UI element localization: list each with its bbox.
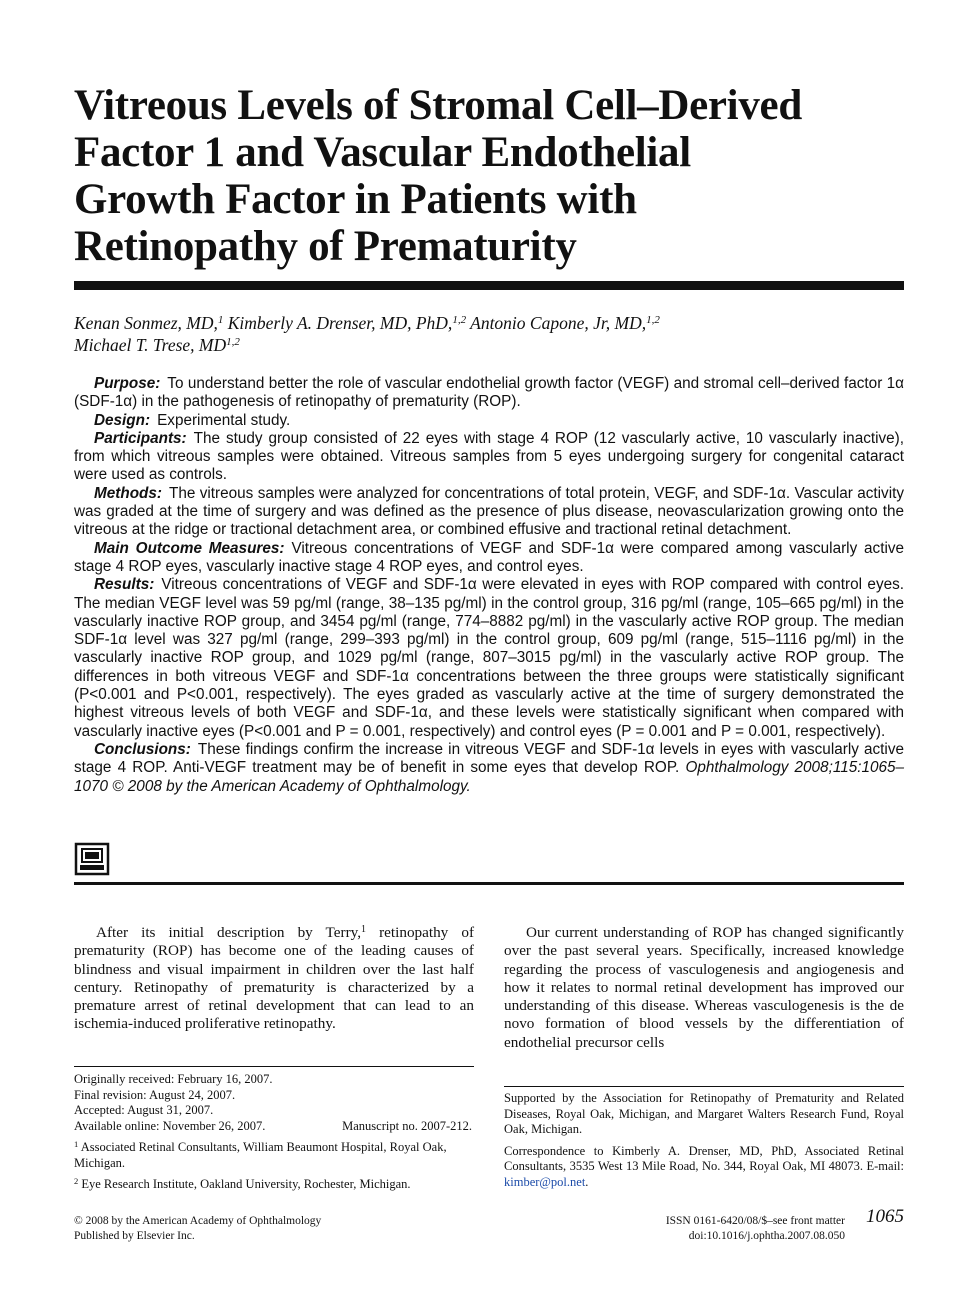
- body-text: retinopathy of prematurity (ROP) has become one of the leading causes of blindness and visual impairment in children over the last half century. Retinopathy of prematurity is characterized by a premature arrest of retinal development that can lead to an ischemia-induced proliferative retinopathy.: [74, 924, 474, 1033]
- abstract-label: Purpose:: [94, 375, 161, 392]
- author-name: Antonio Capone, Jr, MD,: [470, 313, 647, 333]
- received-date: Originally received: February 16, 2007.: [74, 1072, 273, 1086]
- title-divider: [74, 281, 904, 290]
- publisher-line: Published by Elsevier Inc.: [74, 1230, 195, 1242]
- body-column-right: [504, 924, 904, 1052]
- title-line: Factor 1 and Vascular Endothelial: [74, 129, 691, 176]
- footnotes-dates-affiliations: [74, 1072, 474, 1193]
- email-link[interactable]: kimber@pol.net: [504, 1174, 586, 1189]
- footnote-divider: [504, 1086, 904, 1087]
- footnotes-support-correspondence: [504, 1091, 904, 1190]
- author-line: [74, 312, 904, 334]
- footnote-divider: [74, 1066, 474, 1067]
- correspondence-note: [504, 1144, 904, 1191]
- online-date: Available online: November 26, 2007.: [74, 1118, 266, 1133]
- abstract-text: Vitreous concentrations of VEGF and SDF-1α were elevated in eyes with ROP compared with control eyes. The median VEGF level was 59 pg/ml (range, 38–135 pg/ml) in the control group, 316 pg/ml (range, 105–665 pg/ml) in the vascularly inactive ROP group, and 3454 pg/ml (range, 774–8882 pg/ml) in the vascularly active ROP group. The median SDF-1α level was 327 pg/ml (range, 299–393 pg/ml) in the control group, 609 pg/ml (range, 515–1116 pg/ml) in the vascularly inactive ROP group, and 1029 pg/ml (range, 807–3015 pg/ml) in the vascularly active ROP group. The differences in both vitreous VEGF and SDF-1α concentrations between the three groups were statistically significant (P<0.001 and P<0.001, respectively). The eyes graded as vascularly active at the time of surgery demonstrated the highest vitreous levels of both VEGF and SDF-1α, and these levels were statistically significant when compared with vascularly inactive eyes (P<0.001 and P = 0.001, respectively) and control eyes (P = 0.001 and P = 0.001, respectively).: [74, 576, 904, 740]
- abstract-text: To understand better the role of vascular endothelial growth factor (VEGF) and stromal cell–derived factor 1α (SDF-1α) in the pathogenesis of retinopathy of prematurity (ROP).: [74, 375, 904, 411]
- correspondence-text: Correspondence to Kimberly A. Drenser, MD, PhD, Associated Retinal Consultants, 3535 West 13 Mile Road, No. 344, Royal Oak, MI 48073. E-mail:: [504, 1143, 904, 1173]
- article-title: [74, 82, 874, 270]
- author-affiliation: 1,2: [646, 314, 660, 326]
- affiliation-2: [74, 1177, 474, 1193]
- body-paragraph: [74, 924, 474, 1034]
- abstract-label: Methods:: [94, 484, 162, 502]
- manuscript-number: Manuscript no. 2007-212.: [342, 1118, 472, 1133]
- author-affiliation: 1: [217, 314, 224, 326]
- online-manuscript-row: [74, 1119, 474, 1135]
- body-paragraph: Our current understanding of ROP has changed significantly over the past several years. Specifically, increased knowledge regarding the process of vasculogenesis and angiogenesis and how it relates to normal retinal development has improved our understanding of this disease. Whereas vasculogenesis is the de novo formation of blood vessels by the differentiation of endothelial precursor cells: [504, 924, 904, 1051]
- abstract-citation: Ophthalmology 2008;115:1065–1070 © 2008 by the American Academy of Ophthalmology.: [74, 759, 904, 795]
- affiliation-1: [74, 1140, 474, 1171]
- abstract-text: Experimental study.: [157, 411, 291, 429]
- affiliation-marker: 1: [74, 1139, 79, 1149]
- abstract-label: Conclusions:: [94, 740, 191, 758]
- abstract-purpose: [74, 375, 904, 412]
- author-list: [74, 312, 904, 356]
- abstract-label: Results:: [94, 576, 155, 594]
- abstract-text: These findings confirm the increase in vitreous VEGF and SDF-1α levels in eyes with vascularly active stage 4 ROP. Anti-VEGF treatment may be of benefit in some eyes that develop ROP.: [74, 740, 904, 777]
- correspondence-end: .: [585, 1174, 589, 1189]
- affiliation-text: Associated Retinal Consultants, William Beaumont Hospital, Royal Oak, Michigan.: [74, 1140, 447, 1170]
- author-name: Michael T. Trese, MD: [74, 335, 227, 355]
- affiliation-text: Eye Research Institute, Oakland University, Rochester, Michigan.: [81, 1177, 411, 1191]
- revision-date: Final revision: August 24, 2007.: [74, 1087, 236, 1102]
- abstract-main-outcome: [74, 540, 904, 577]
- issn-line: ISSN 0161-6420/08/$–see front matter: [665, 1215, 845, 1227]
- abstract-results: [74, 576, 904, 741]
- abstract-text: Vitreous concentrations of VEGF and SDF-1α were compared among vascularly active stage 4 ROP eyes, vascularly inactive stage 4 ROP eyes, and control eyes.: [74, 539, 905, 575]
- abstract-label: Main Outcome Measures:: [94, 539, 285, 557]
- abstract-label: Participants:: [94, 429, 187, 447]
- body-text: After its initial description by Terry,: [96, 924, 362, 941]
- affiliation-marker: 2: [74, 1176, 79, 1186]
- printer-icon[interactable]: [74, 842, 110, 876]
- copyright-line: © 2008 by the American Academy of Ophthalmology: [74, 1215, 322, 1227]
- author-name: Kimberly A. Drenser, MD, PhD,: [227, 313, 453, 333]
- author-affiliation: 1,2: [226, 336, 240, 348]
- title-line: Retinopathy of Prematurity: [74, 223, 577, 270]
- abstract: [74, 375, 904, 796]
- abstract-text: The study group consisted of 22 eyes with stage 4 ROP (12 vascularly active, 10 vascularly inactive), from which vitreous samples were obtained. Vitreous samples from 5 eyes undergoing surgery for congenital cataract were used as controls.: [74, 429, 904, 484]
- funding-note: Supported by the Association for Retinopathy of Prematurity and Related Diseases, Royal Oak, Michigan, and Margaret Walters Research Fund, Royal Oak, Michigan.: [504, 1091, 904, 1136]
- abstract-conclusions: [74, 741, 904, 796]
- abstract-label: Design:: [94, 411, 151, 429]
- abstract-text: The vitreous samples were analyzed for concentrations of total protein, VEGF, and SDF-1α. Vascular activity was graded at the time of surgery and was defined as the presence of plus disease, neovascularization growing onto the vitreous at the ridge or tractional detachment area, or combined effusive and tractional retinal detachment.: [74, 484, 904, 539]
- doi-line: doi:10.1016/j.ophtha.2007.08.050: [688, 1230, 845, 1242]
- abstract-divider: [74, 882, 904, 885]
- body-column-left: [74, 924, 474, 1034]
- abstract-participants: [74, 430, 904, 485]
- accepted-date: Accepted: August 31, 2007.: [74, 1103, 214, 1117]
- title-line: Growth Factor in Patients with: [74, 176, 637, 223]
- page-number: 1065: [866, 1206, 904, 1227]
- footer-left: [74, 1214, 474, 1244]
- reference-marker[interactable]: 1: [361, 924, 367, 935]
- abstract-methods: [74, 485, 904, 540]
- author-affiliation: 1,2: [452, 314, 467, 326]
- author-line: [74, 334, 904, 356]
- footer-right: [560, 1214, 845, 1244]
- title-line: Vitreous Levels of Stromal Cell–Derived: [74, 82, 802, 129]
- author-name: Kenan Sonmez, MD,: [74, 313, 218, 333]
- abstract-design: [74, 412, 904, 430]
